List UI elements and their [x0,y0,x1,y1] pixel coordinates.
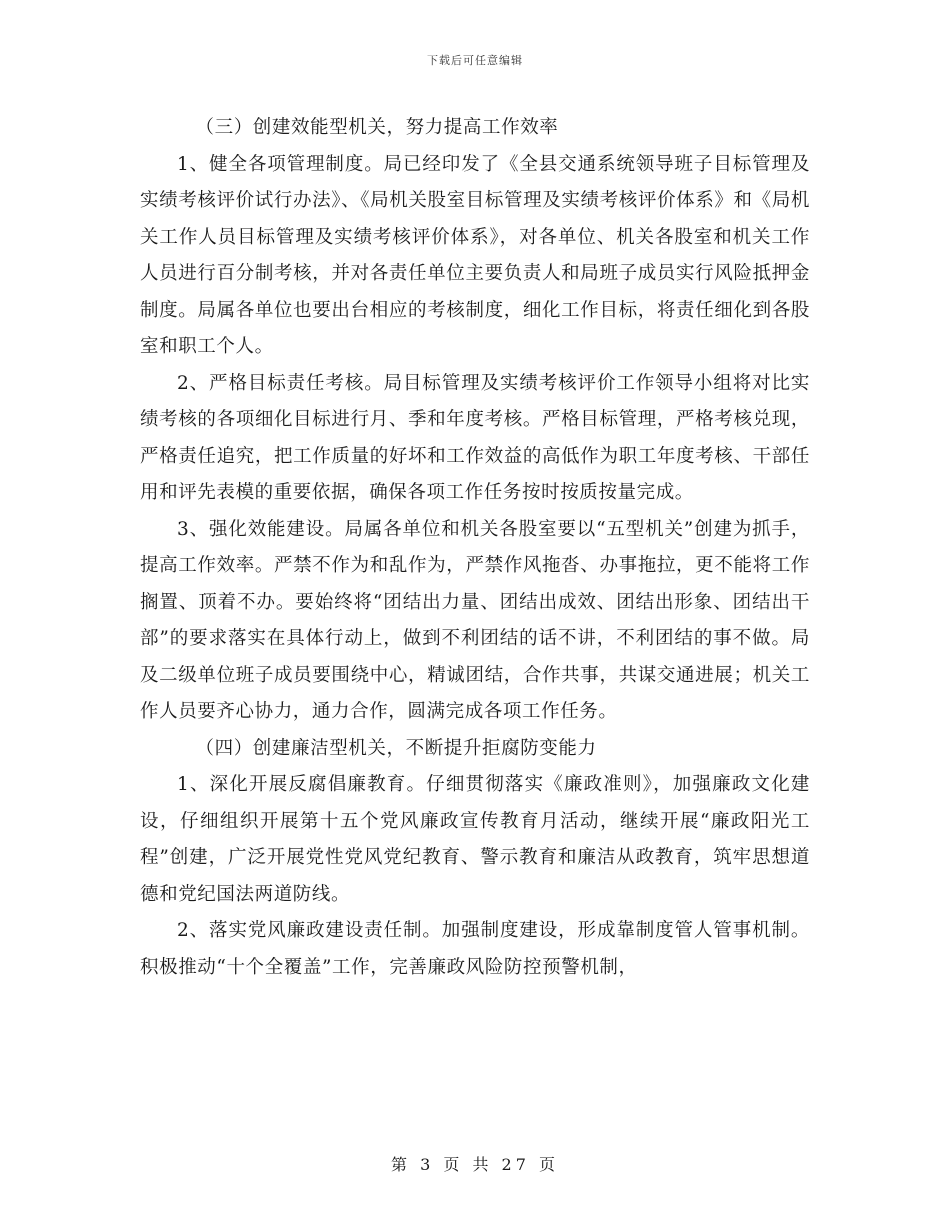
page-header-note: 下载后可任意编辑 [427,54,523,67]
paragraph-anti-corruption-education: 1、深化开展反腐倡廉教育。仔细贯彻落实《廉政准则》，加强廉政文化建设，仔细组织开展第十五个党风廉政宣传教育月活动，继续开展“廉政阳光工程”创建，广泛开展党性党风党纪教育、警示教育和廉洁从政教育，筑牢思想道德和党纪国法两道防线。 [140,774,810,905]
paragraph-efficiency-building: 3、强化效能建设。局属各单位和机关各股室要以“五型机关”创建为抓手，提高工作效率。严禁不作为和乱作为，严禁作风拖沓、办事拖拉，更不能将工作搁置、顶着不办。要始终将“团结出力量、团结出成效、团结出形象、团结出干部”的要求落实在具体行动上，做到不利团结的话不讲，不利团结的事不做。局及二级单位班子成员要围绕中心，精诚团结，合作共事，共谋交通进展；机关工作人员要齐心协力，通力合作，圆满完成各项工作任务。 [140,518,810,722]
section-heading-3: （三）创建效能型机关，努力提高工作效率 [195,117,559,138]
paragraph-target-assessment: 2、严格目标责任考核。局目标管理及实绩考核评价工作领导小组将对比实绩考核的各项细化目标进行月、季和年度考核。严格目标管理，严格考核兑现，严格责任追究，把工作质量的好坏和工作效益的高低作为职工年度考核、干部任用和评先表模的重要依据，确保各项工作任务按时按质按量完成。 [140,372,810,503]
paragraph-responsibility-system: 2、落实党风廉政建设责任制。加强制度建设，形成靠制度管人管事机制。积极推动“十个全覆盖”工作，完善廉政风险防控预警机制， [140,920,810,978]
paragraph-management-system: 1、健全各项管理制度。局已经印发了《全县交通系统领导班子目标管理及实绩考核评价试行办法》、《局机关股室目标管理及实绩考核评价体系》和《局机关工作人员目标管理及实绩考核评价体系》，对各单位、机关各股室和机关工作人员进行百分制考核，并对各责任单位主要负责人和局班子成员实行风险抵押金制度。局属各单位也要出台相应的考核制度，细化工作目标，将责任细化到各股室和职工个人。 [140,153,810,357]
page-number-footer: 第 3 页 共 27 页 [391,1155,559,1174]
document-body [140,110,810,986]
section-heading-4: （四）创建廉洁型机关，不断提升拒腐防变能力 [195,737,597,759]
